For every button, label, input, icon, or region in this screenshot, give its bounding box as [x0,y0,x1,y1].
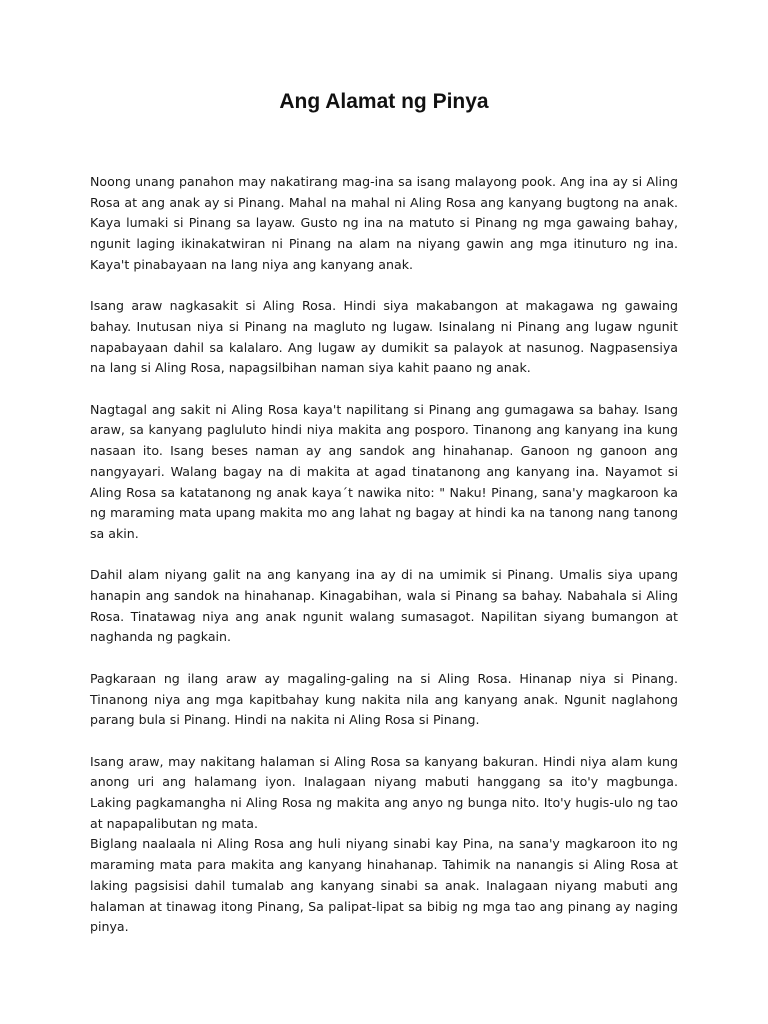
document-body [90,172,678,938]
paragraph-2: Isang araw nagkasakit si Aling Rosa. Hindi siya makabangon at makagawa ng gawaing bahay. Inutusan niya si Pinang na magluto ng lugaw. Isinalang ni Pinang ang lugaw ngunit napabayaan dahil sa kalalaro. Ang lugaw ay dumikit sa palayok at nasunog. Nagpasensiya na lang si Aling Rosa, napagsilbihan naman siya kahit paano ng anak. [90,298,678,376]
paragraph-3: Nagtagal ang sakit ni Aling Rosa kaya't napilitang si Pinang ang gumagawa sa bahay. Isang araw, sa kanyang pagluluto hindi niya makita ang posporo. Tinanong ang kanyang ina kung nasaan ito. Isang beses naman ay ang sandok ang hinahanap. Ganoon ng ganoon ang nangyayari. Walang bagay na di makita at agad tinatanong ang kanyang ina. Nayamot si Aling Rosa sa katatanong ng anak kaya´t nawika nito: " Naku! Pinang, sana'y magkaroon ka ng maraming mata upang makita mo ang lahat ng bagay at hindi ka na tanong nang tanong sa akin. [90,401,678,541]
page-title: Ang Alamat ng Pinya [279,90,489,113]
paragraph-5: Pagkaraan ng ilang araw ay magaling-galing na si Aling Rosa. Hinanap niya si Pinang. Tinanong niya ang mga kapitbahay kung nakita nila ang kanyang anak. Ngunit naglahong parang bula si Pinang. Hindi na nakita ni Aling Rosa si Pinang. [90,670,678,728]
paragraph-7: Biglang naalaala ni Aling Rosa ang huli niyang sinabi kay Pina, na sana'y magkaroon ito ng maraming mata para makita ang kanyang hinahanap. Tahimik na nanangis si Aling Rosa at laking pagsisisi dahil tumalab ang kanyang sinabi sa anak. Inalagaan niyang mabuti ang halaman at tinawag itong Pinang, Sa palipat-lipat sa bibig ng mga tao ang pinang ay naging pinya. [90,836,678,935]
paragraph-6: Isang araw, may nakitang halaman si Aling Rosa sa kanyang bakuran. Hindi niya alam kung anong uri ang halamang iyon. Inalagaan niyang mabuti hanggang sa ito'y magbunga. Laking pagkamangha ni Aling Rosa ng makita ang anyo ng bunga nito. Ito'y hugis-ulo ng tao at napapalibutan ng mata. [90,753,678,831]
paragraph-4: Dahil alam niyang galit na ang kanyang ina ay di na umimik si Pinang. Umalis siya upang hanapin ang sandok na hinahanap. Kinagabihan, wala si Pinang sa bahay. Nabahala si Aling Rosa. Tinatawag niya ang anak ngunit walang sumasagot. Napilitan siyang bumangon at naghanda ng pagkain. [90,567,678,645]
paragraph-1: Noong unang panahon may nakatirang mag-ina sa isang malayong pook. Ang ina ay si Aling Rosa at ang anak ay si Pinang. Mahal na mahal ni Aling Rosa ang kanyang bugtong na anak. Kaya lumaki si Pinang sa layaw. Gusto ng ina na matuto si Pinang ng mga gawaing bahay, ngunit laging ikinakatwiran ni Pinang na alam na niyang gawin ang mga itinuturo ng ina. Kaya't pinabayaan na lang niya ang kanyang anak. [90,174,678,272]
